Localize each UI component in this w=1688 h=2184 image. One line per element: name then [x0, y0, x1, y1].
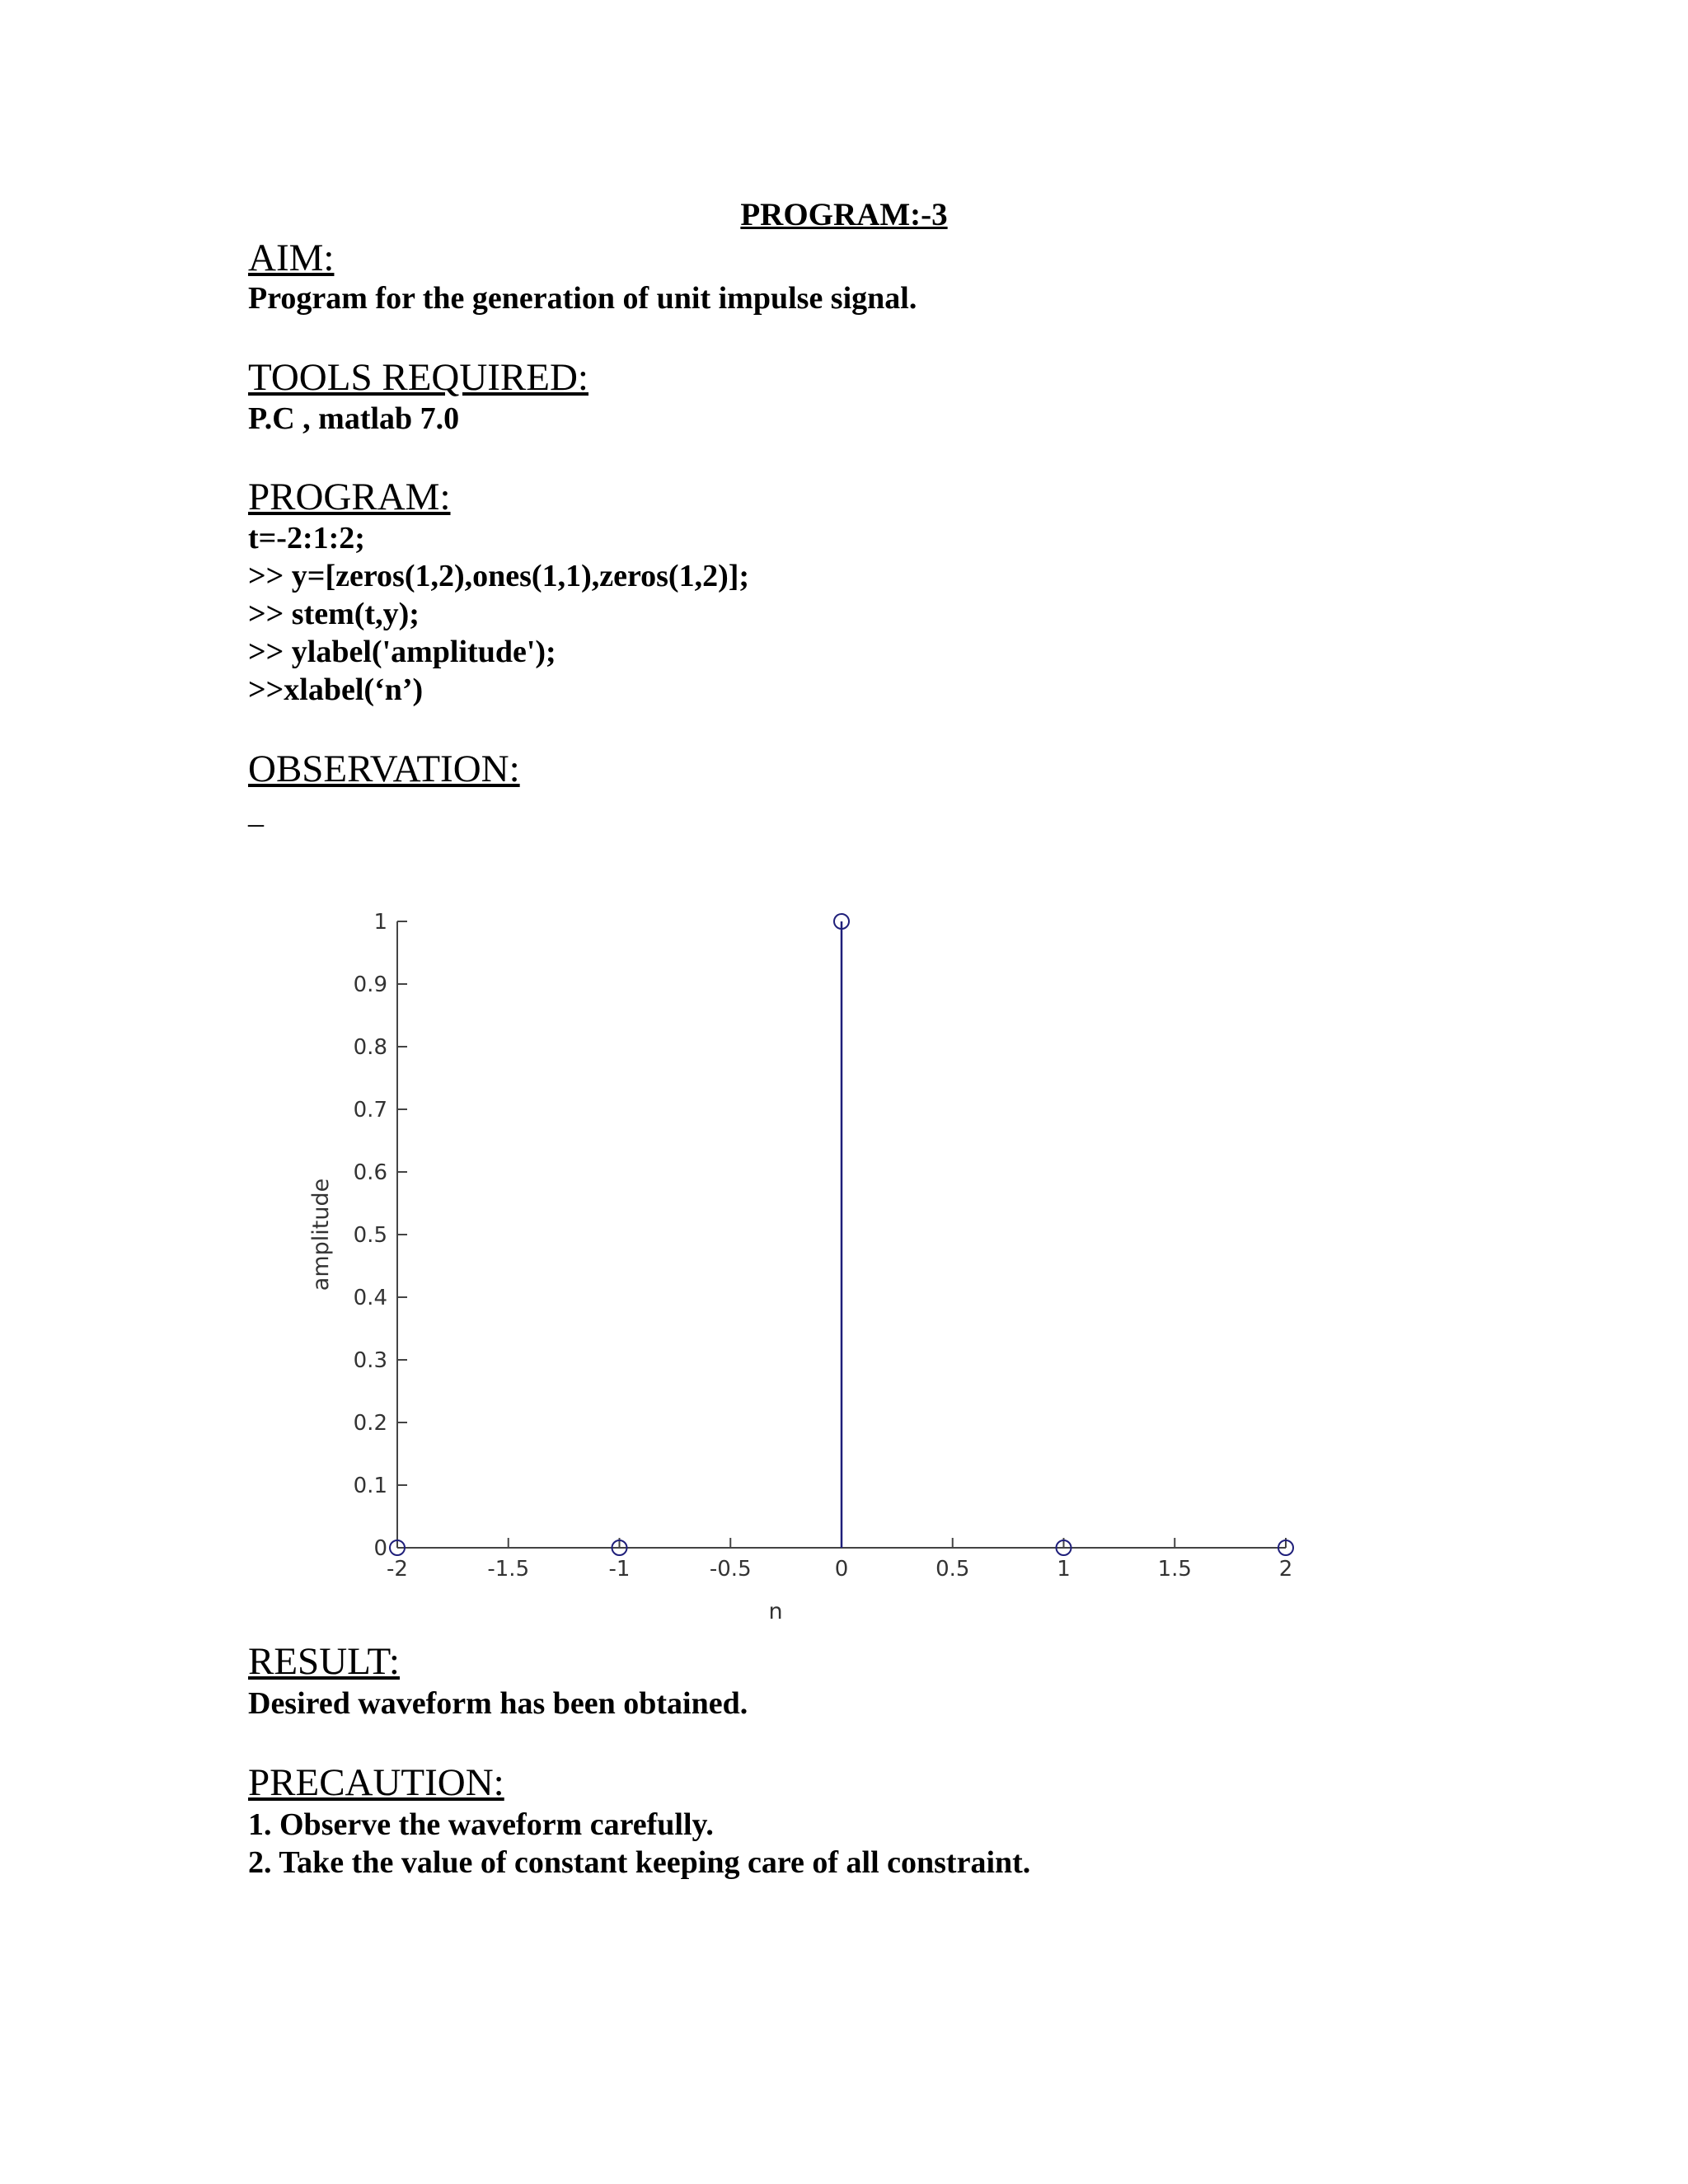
y-tick-label: 0.3 [353, 1348, 387, 1373]
x-tick-label: 0.5 [935, 1557, 970, 1582]
x-tick-label: -2 [387, 1557, 408, 1582]
tools-heading: TOOLS REQUIRED: [248, 356, 588, 399]
x-tick-label: 0 [834, 1557, 849, 1582]
program-line: >> stem(t,y); [248, 597, 420, 631]
y-tick-label: 0.6 [353, 1160, 387, 1185]
precaution-item: 1. Observe the waveform carefully. [248, 1807, 714, 1842]
y-tick-label: 0 [373, 1536, 387, 1561]
program-line: >> y=[zeros(1,2),ones(1,1),zeros(1,2)]; [248, 559, 750, 593]
y-tick-label: 0.1 [353, 1474, 387, 1498]
result-text: Desired waveform has been obtained. [248, 1686, 748, 1721]
x-tick-label: 1.5 [1157, 1557, 1192, 1582]
y-tick-label: 0.5 [353, 1223, 387, 1248]
x-tick-label: -1 [608, 1557, 631, 1582]
y-tick-label: 0.9 [353, 972, 387, 997]
observation-heading: OBSERVATION: [248, 748, 520, 790]
program-line: t=-2:1:2; [248, 521, 365, 555]
precaution-item: 2. Take the value of constant keeping care of all constraint. [248, 1845, 1031, 1880]
x-tick-label: -0.5 [709, 1557, 752, 1582]
tools-text: P.C , matlab 7.0 [248, 401, 460, 436]
x-tick-label: 2 [1278, 1557, 1293, 1582]
observation-marker: – [248, 806, 264, 841]
program-line: >> ylabel('amplitude'); [248, 635, 556, 669]
aim-heading: AIM: [248, 237, 335, 279]
y-tick-label: 1 [373, 910, 387, 935]
page-title: PROGRAM:-3 [740, 197, 948, 232]
result-heading: RESULT: [248, 1640, 400, 1683]
y-tick-label: 0.4 [353, 1286, 387, 1310]
y-tick-label: 0.8 [353, 1035, 387, 1060]
x-tick-label: -1.5 [487, 1557, 530, 1582]
x-axis-label: n [768, 1599, 783, 1624]
y-axis-label: amplitude [308, 1178, 334, 1291]
y-tick-label: 0.2 [353, 1411, 387, 1436]
program-heading: PROGRAM: [248, 476, 451, 518]
aim-text: Program for the generation of unit impulse signal. [248, 281, 917, 316]
x-tick-label: 1 [1057, 1557, 1071, 1582]
program-line: >>xlabel(‘n’) [248, 673, 424, 707]
y-tick-label: 0.7 [353, 1098, 387, 1122]
precaution-heading: PRECAUTION: [248, 1761, 504, 1804]
